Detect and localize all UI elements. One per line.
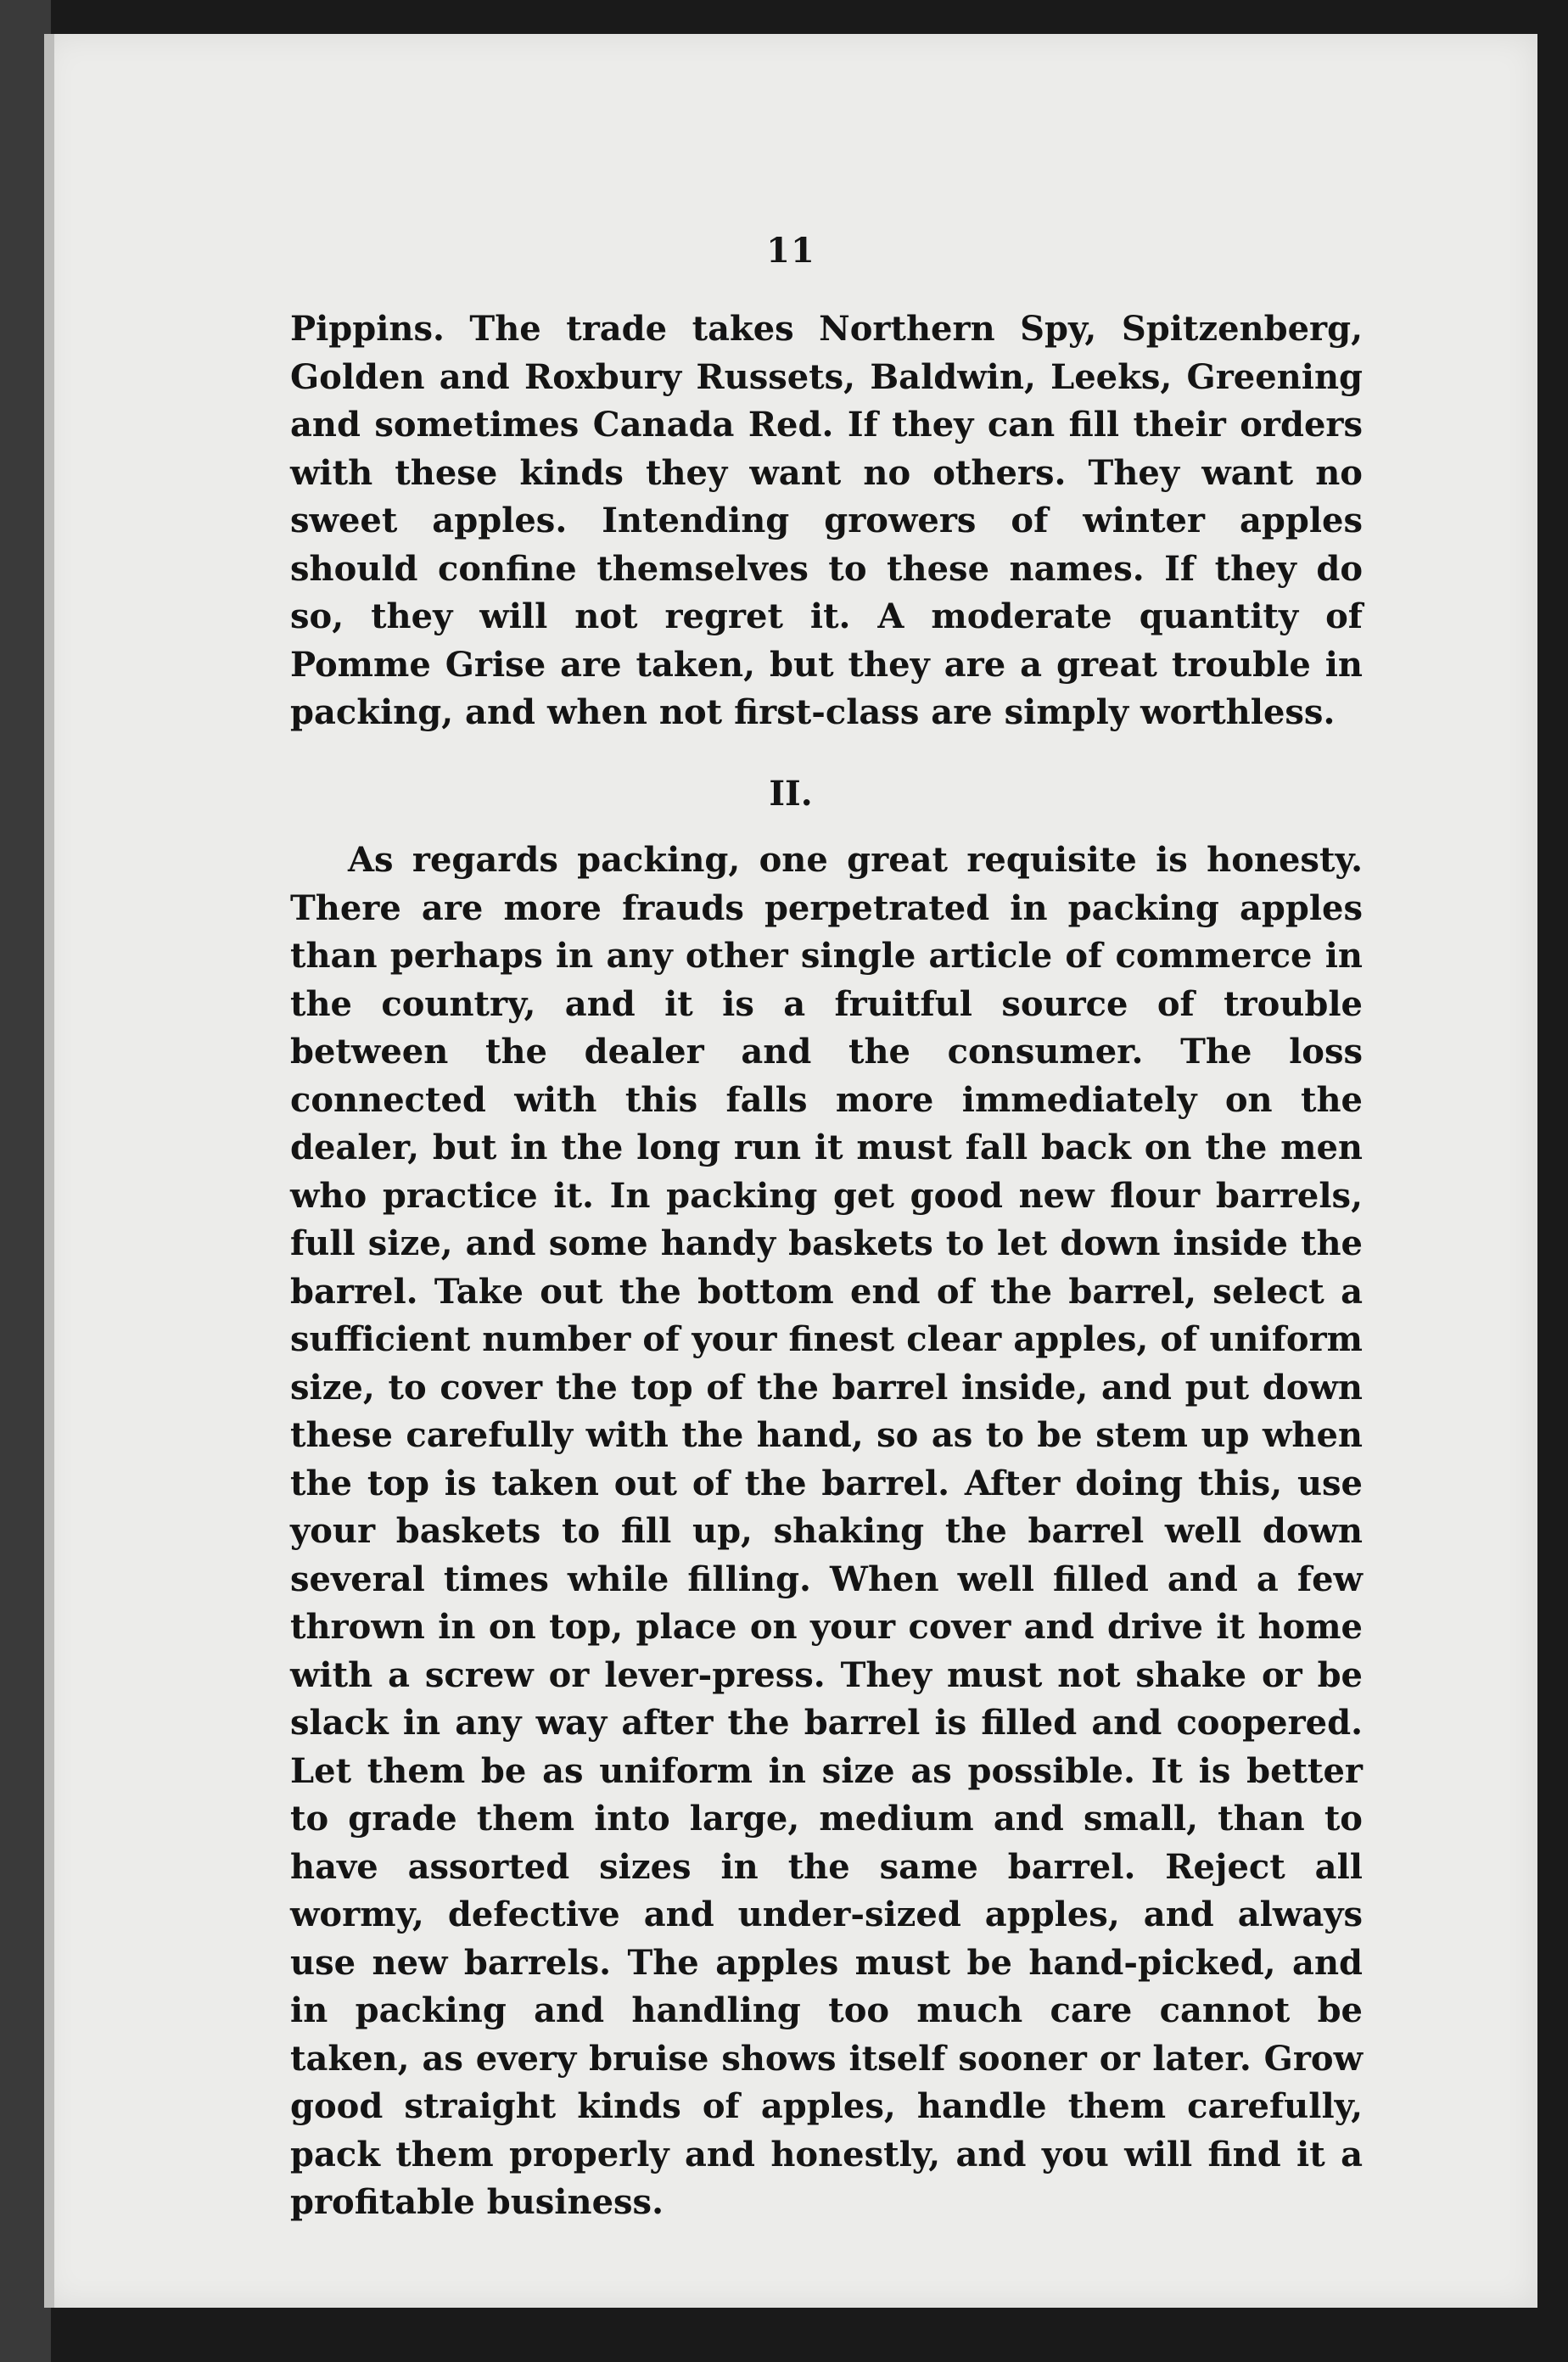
page-number: 11 xyxy=(766,231,815,271)
section-heading: II. xyxy=(769,774,813,814)
paragraph-packing xyxy=(290,837,1363,2227)
page-edge-shadow xyxy=(44,34,54,2308)
book-page xyxy=(44,34,1537,2308)
paragraph-text-1: Pippins. The trade takes Northern Spy, Spitzenberg, Golden and Roxbury Russets, Baldwin, Leeks, Greening and sometimes Canada Red. If they can fill their orders with these kinds they want no others. They want no sweet apples. Intending growers of winter apples should confine themselves to these names. If they do so, they will not regret it. A moderate quantity of Pomme Grise are taken, but they are a great trouble in packing, and when not first-class are simply worthless. xyxy=(290,309,1363,732)
paragraph-text-2: As regards packing, one great requisite is honesty. There are more frauds perpetrated in packing apples than perhaps in any other single article of commerce in the country, and it is a fruitful source of trouble between the dealer and the consumer. The loss connected with this falls more immediately on the dealer, but in the long run it must fall back on the men who practice it. In packing get good new flour barrels, full size, and some handy baskets to let down inside the barrel. Take out the bottom end of the barrel, select a sufficient number of your finest clear apples, of uniform size, to cover the top of the barrel inside, and put down these carefully with the hand, so as to be stem up when the top is taken out of the barrel. After doing this, use your baskets to fill up, shaking the barrel well down several times while filling. When well filled and a few thrown in on top, place on your cover and drive it home with a screw or lever-press. They must not shake or be slack in any way after the barrel is filled and coopered. Let them be as uniform in size as possible. It is better to grade them into large, medium and small, than to have assorted sizes in the same barrel. Reject all wormy, defective and under-sized apples, and always use new barrels. The apples must be hand-picked, and in packing and handling too much care cannot be taken, as every bruise shows itself sooner or later. Grow good straight kinds of apples, handle them carefully, pack them properly and honestly, and you will find it a profitable business. xyxy=(290,840,1363,2222)
scan-background xyxy=(0,0,51,2362)
paragraph-continued xyxy=(290,305,1363,737)
